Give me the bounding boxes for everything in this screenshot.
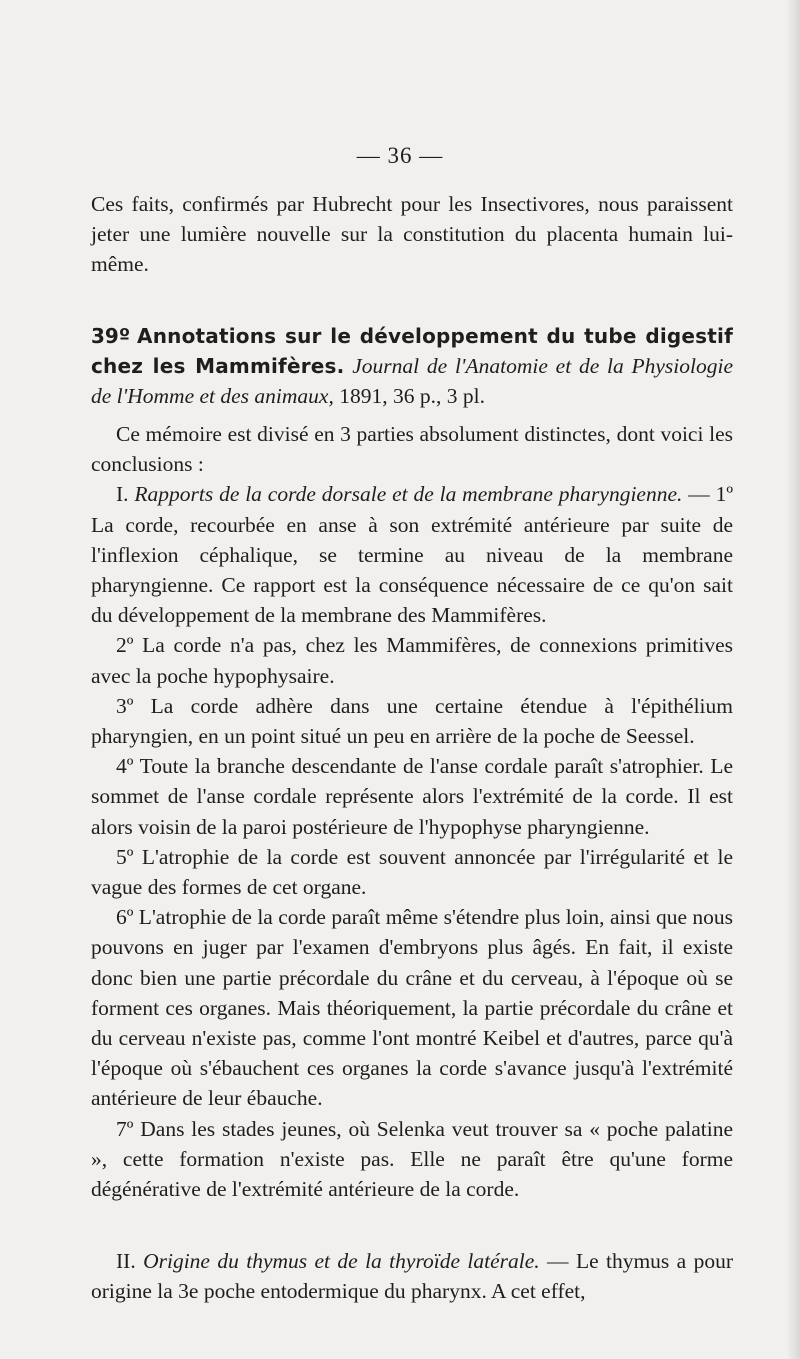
entry-citation <box>91 321 733 412</box>
section-2-text: Le thymus a pour origine la 3e poche entodermique du pharynx. A cet effet, <box>91 1249 734 1304</box>
section-2-title: Origine du thymus et de la thyroïde latérale. <box>143 1249 540 1273</box>
intro-paragraph: Ces faits, confirmés par Hubrecht pour les Insectivores, nous paraissent jeter une lumière nouvelle sur la constitution du placenta humain lui-même. <box>91 192 733 277</box>
entry-details: 1891, 36 p., 3 pl. <box>339 384 485 409</box>
section-1-title: Rapports de la corde dorsale et de la membrane pharyngienne. <box>134 482 683 507</box>
page-edge-shadow <box>786 0 800 1359</box>
section-1-point-5: 5º L'atrophie de la corde est souvent annoncée par l'irrégularité et le vague des formes de cet organe. <box>91 844 733 900</box>
page-number: — 36 — <box>356 143 444 168</box>
section-1-point-4: 4º Toute la branche descendante de l'anse cordale paraît s'atrophier. Le sommet de l'anse cordale représente alors l'extrémité de la corde. Il est alors voisin de la paroi postérieure de l'hypophyse pharyngienne. <box>91 754 733 839</box>
section-1-numeral: I. <box>116 482 129 507</box>
section-1-point-3: 3º La corde adhère dans une certaine étendue à l'épithélium pharyngien, en un point situé un peu en arrière de la poche de Seessel. <box>91 693 733 749</box>
section-1-point-1: 1º La corde, recourbée en anse à son extrémité antérieure par suite de l'inflexion céphalique, se termine au niveau de la membrane pharyngienne. Ce rapport est la conséquence nécessaire de ce qu'on sait du développement de la membrane des Mammifères. <box>91 482 733 628</box>
section-2-dash: — <box>539 1249 576 1273</box>
section-1-point-2: 2º La corde n'a pas, chez les Mammifères, de connexions primitives avec la poche hypophysaire. <box>91 633 733 688</box>
section-1-point-6: 6º L'atrophie de la corde paraît même s'étendre plus loin, ainsi que nous pouvons en juger par l'examen d'embryons plus âgés. En fait, il existe donc bien une partie précordale du crâne et du cerveau, à l'époque où se forment ces organes. Mais théoriquement, la partie précordale du crâne et du cerveau n'existe pas, comme l'ont montré Keibel et d'autres, parce qu'à l'époque où s'ébauchent ces organes la corde s'avance jusqu'à l'extrémité antérieure de leur ébauche. <box>91 905 733 1111</box>
section-2-numeral: II. <box>116 1249 136 1273</box>
section-2-block <box>91 1246 733 1306</box>
entry-number: 39º <box>91 324 131 348</box>
entry-title: Annotations sur le développement du tube digestif chez les Mammifères. <box>91 324 734 379</box>
section-1-heading-paragraph <box>91 479 733 630</box>
conclusions-block <box>91 419 733 1204</box>
section-1-point-7: 7º Dans les stades jeunes, où Selenka veut trouver sa « poche palatine », cette formation n'existe pas. Elle ne paraît être qu'une forme dégénérative de l'extrémité antérieure de la corde. <box>91 1116 733 1202</box>
section-1-dash: — <box>682 482 716 507</box>
section-2-paragraph <box>91 1246 733 1306</box>
bibliography-entry <box>91 321 733 412</box>
intro-paragraph-block <box>91 189 733 280</box>
entry-journal: Journal de l'Anatomie et de la Physiologie de l'Homme et des animaux, <box>91 354 734 409</box>
summary-intro: Ce mémoire est divisé en 3 parties absolument distinctes, dont voici les conclusions : <box>91 422 733 477</box>
